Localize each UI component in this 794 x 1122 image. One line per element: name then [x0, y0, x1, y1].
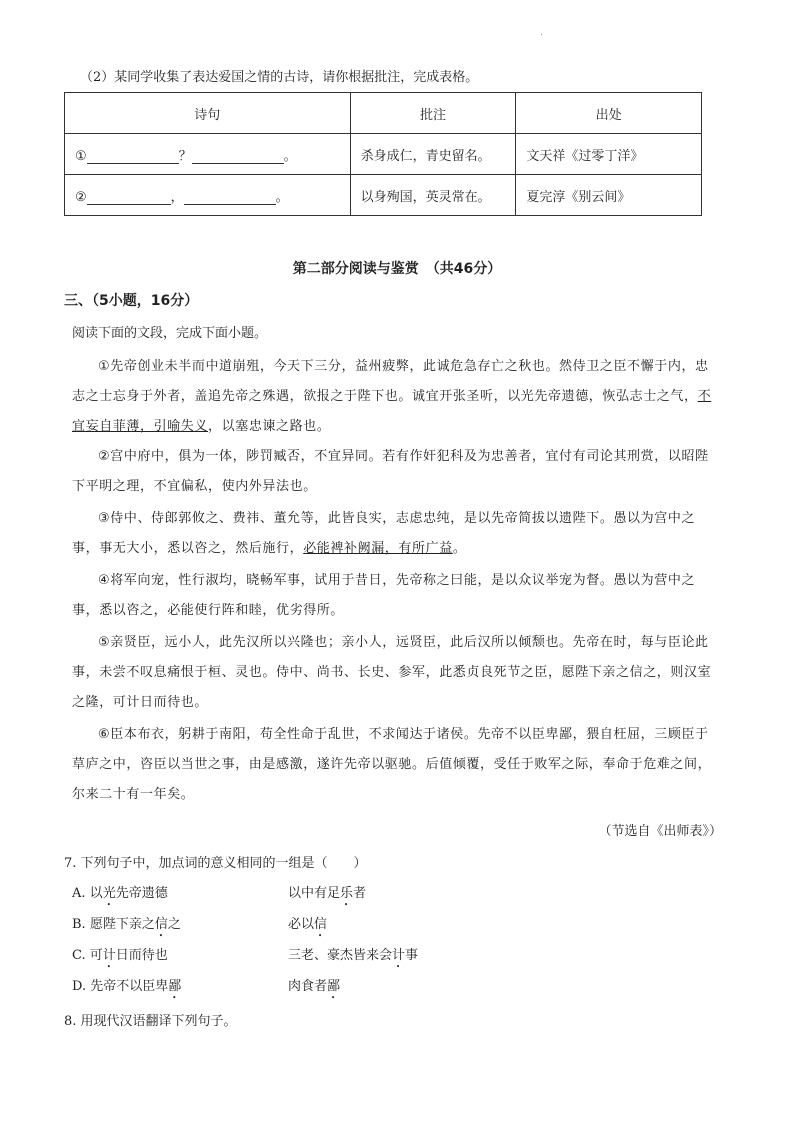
dotted-word: 计	[392, 948, 406, 963]
q2-intro: （2）某同学收集了表达爱国之情的古诗，请你根据批注，完成表格。	[80, 70, 479, 85]
answer-blank[interactable]	[87, 190, 171, 205]
option-right-sentence: 肉食者鄙	[288, 979, 341, 994]
passage-paragraph-1	[72, 352, 722, 442]
dotted-word: 信	[154, 917, 168, 932]
part-two-title: 第二部分阅读与鉴赏 （共46分）	[292, 261, 502, 277]
question-7-stem: 7. 下列句子中，加点词的意义相同的一组是（ ）	[64, 856, 367, 871]
paragraph-text: ①先帝创业未半而中道崩殂，今天下三分，益州疲弊，此诚危急存亡之秋也。然侍卫之臣不懈于内，忠志之士忘身于外者，盖追先帝之殊遇，欲报之于陛下也。诚宜开张圣听，以光先帝遗德，恢弘志士之气，	[72, 359, 709, 404]
table-header-row	[65, 93, 702, 134]
blank-end: 。	[275, 189, 289, 205]
row-number: ②	[75, 189, 87, 205]
dotted-word: 信	[314, 917, 328, 932]
answer-blank[interactable]	[184, 190, 276, 205]
paragraph-text: ，以塞忠谏之路也。	[208, 419, 331, 434]
blank-separator: ，	[170, 189, 184, 205]
dotted-word: 乐	[340, 886, 354, 901]
row-number: ①	[75, 148, 87, 164]
blank-separator: ？	[178, 148, 192, 164]
table-row	[65, 175, 702, 216]
passage-paragraph-5: ⑤亲贤臣，远小人，此先汉所以兴隆也；亲小人，远贤臣，此后汉所以倾颓也。先帝在时，每与臣论此事，未尝不叹息痛恨于桓、灵也。侍中、尚书、长史、参军，此悉贞良死节之臣，愿陛下亲之信之，则汉室之隆，可计日而待也。	[72, 635, 712, 710]
paragraph-text: ③侍中、侍郎郭攸之、费祎、董允等，此皆良实，志虑忠纯，是以先帝简拔以遗陛下。愚以为宫中之事，事无大小，悉以咨之，然后施行，	[72, 511, 696, 556]
option-letter: D.	[72, 979, 87, 994]
dotted-word: 计	[102, 948, 116, 963]
option-c[interactable]	[72, 944, 672, 971]
question-8-stem: 8. 用现代汉语翻译下列句子。	[64, 1014, 237, 1029]
reading-instruction: 阅读下面的文段，完成下面小题。	[72, 326, 268, 341]
col-header-verse: 诗句	[65, 93, 351, 134]
option-b[interactable]	[72, 913, 672, 940]
note-cell: 以身殉国，英灵常在。	[350, 175, 516, 216]
passage-paragraph-4: ④将军向宠，性行淑均，晓畅军事，试用于昔日，先帝称之曰能，是以众议举宠为督。愚以为营中之事，悉以咨之，必能使行阵和睦，优劣得所。	[72, 573, 696, 618]
note-cell: 杀身成仁，青史留名。	[350, 134, 516, 175]
table-row	[65, 134, 702, 175]
option-right-sentence: 必以信	[288, 917, 328, 932]
option-letter: B.	[72, 917, 86, 932]
blank-end: 。	[283, 148, 297, 164]
passage-paragraph-6: ⑥臣本布衣，躬耕于南阳，苟全性命于乱世，不求闻达于诸侯。先帝不以臣卑鄙，猥自枉屈，三顾臣于草庐之中，咨臣以当世之事，由是感激，遂许先帝以驱驰。后值倾覆，受任于败军之际，奉命于危难之间，尔来二十有一年矣。	[72, 727, 712, 802]
source-cell: 文天祥《过零丁洋》	[516, 134, 702, 175]
verse-cell	[65, 175, 351, 216]
answer-blank[interactable]	[87, 149, 179, 164]
poem-table	[64, 92, 702, 216]
page-mark: ·	[540, 30, 544, 41]
verse-cell	[65, 134, 351, 175]
col-header-source: 出处	[516, 93, 702, 134]
passage-paragraph-2: ②宫中府中，俱为一体，陟罚臧否，不宜异同。若有作奸犯科及为忠善者，宜付有司论其刑赏，以昭陛下平明之理，不宜偏私，使内外异法也。	[72, 449, 709, 494]
option-a[interactable]	[72, 882, 672, 909]
option-left-sentence: 以光先帝遗德	[89, 886, 168, 901]
dotted-word: 光	[102, 886, 116, 901]
option-left-sentence: 愿陛下亲之信之	[89, 917, 181, 932]
passage-paragraph-3	[72, 504, 722, 564]
option-right-sentence: 以中有足乐者	[288, 886, 367, 901]
option-d[interactable]	[72, 975, 672, 1002]
option-right-sentence: 三老、豪杰皆来会计事	[288, 948, 419, 963]
col-header-note: 批注	[350, 93, 516, 134]
answer-blank[interactable]	[192, 149, 284, 164]
option-letter: C.	[72, 948, 86, 963]
dotted-word: 鄙	[168, 979, 182, 994]
paragraph-text: 。	[452, 541, 467, 556]
dotted-word: 鄙	[327, 979, 341, 994]
option-left-sentence: 先帝不以臣卑鄙	[90, 979, 182, 994]
passage-source: （节选自《出师表》）	[598, 824, 722, 839]
source-cell: 夏完淳《别云间》	[516, 175, 702, 216]
underlined-sentence: 不宜妄自菲薄，引喻失义	[72, 389, 712, 434]
underlined-sentence: 必能裨补阙漏，有所广益	[303, 541, 453, 556]
section-heading: 三、（5小题，16分）	[64, 293, 199, 309]
option-left-sentence: 可计日而待也	[89, 948, 168, 963]
option-letter: A.	[72, 886, 86, 901]
